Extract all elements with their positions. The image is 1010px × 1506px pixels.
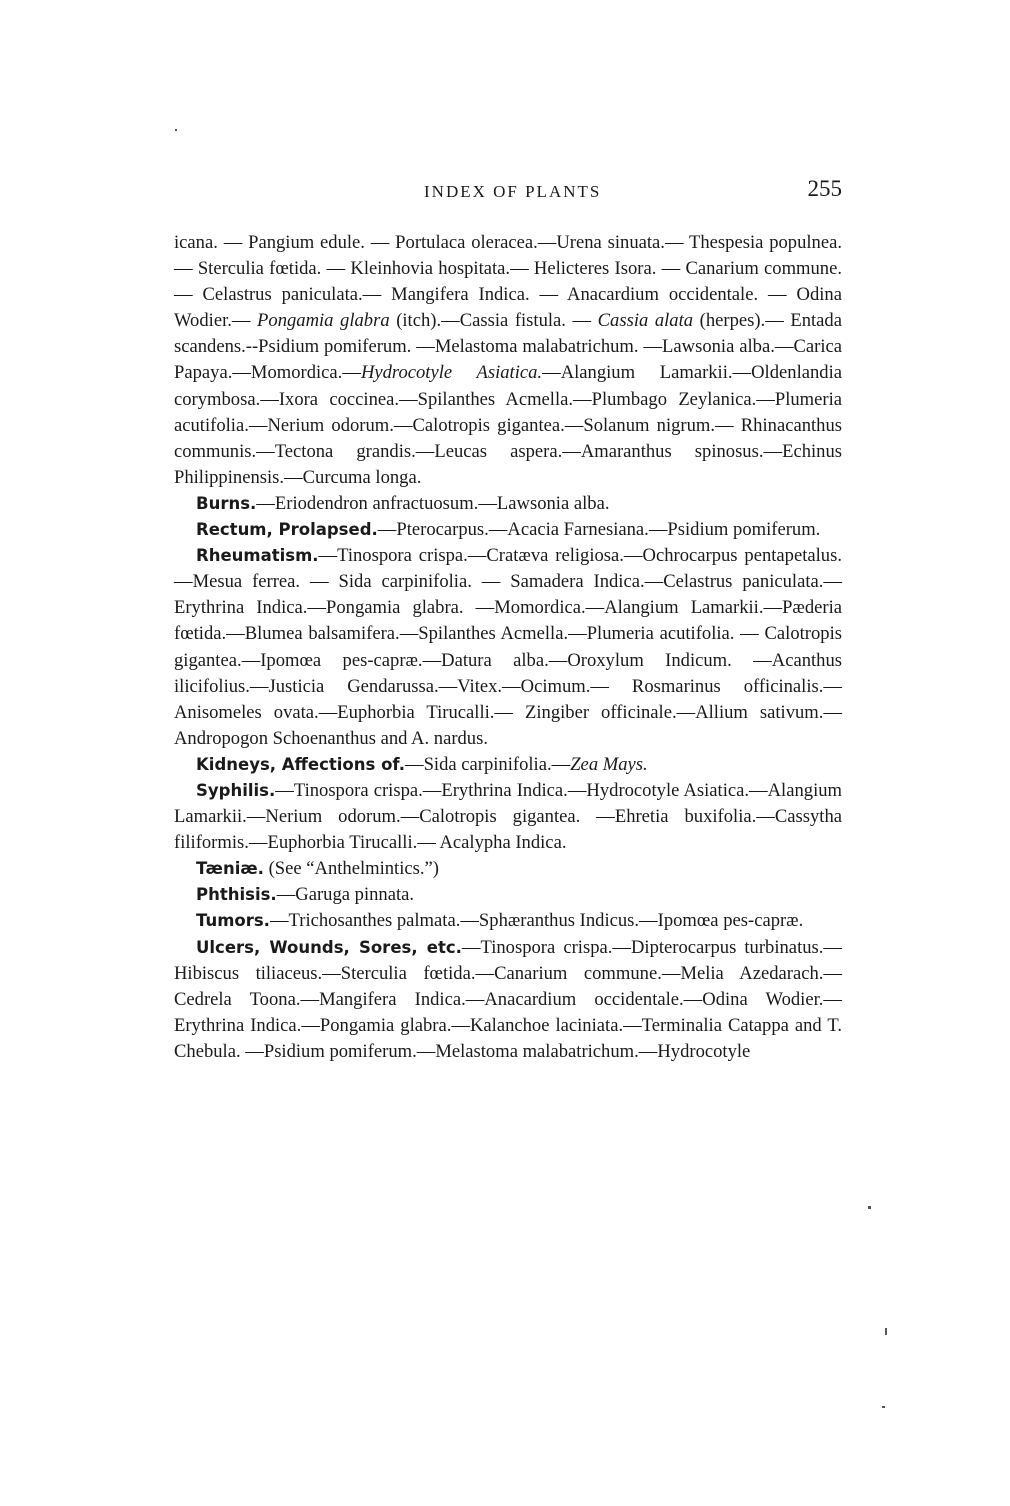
running-head: [174, 178, 842, 214]
index-entry: [174, 752, 842, 778]
scan-speck: [175, 129, 177, 131]
entry-heading: Burns.: [196, 493, 257, 513]
scan-speck: [882, 1406, 885, 1408]
index-entries: [174, 491, 842, 1065]
text-run: —Garuga pinnata.: [276, 884, 415, 906]
index-entry: [174, 935, 842, 1065]
italic-text: Cassia alata: [597, 310, 694, 332]
italic-text: Pongamia glabra: [257, 310, 390, 332]
italic-text: Zea Mays.: [570, 753, 648, 775]
text-run: icana. — Pangium edule. — Portulaca oleracea.—Urena sinuata.— Thespesia populnea. — Sterculia fœtida. — Kleinhovia hospitata.— Helicteres Isora. — Canarium commune. — Celastrus paniculata.— Mangifera Indica. — Anacardium occidentale. — Odina Wodier.—: [174, 232, 842, 332]
entry-heading: Syphilis.: [196, 780, 276, 800]
index-entry: [174, 778, 842, 856]
entry-heading: Rheumatism.: [196, 546, 319, 566]
entry-heading: Ulcers, Wounds, Sores, etc.: [196, 937, 462, 957]
index-entry: [174, 908, 842, 934]
text-run: —Pterocarpus.—Acacia Farnesiana.—Psidium pomiferum.: [377, 519, 821, 541]
running-title: INDEX OF PLANTS: [424, 182, 602, 201]
entry-heading: Rectum, Prolapsed.: [196, 520, 378, 540]
text-run: —Tinospora crispa.—Dipterocarpus turbinatus.—Hibiscus tiliaceus.—Sterculia fœtida.—Canarium commune.—Melia Azedarach.—Cedrela Toona.—Mangifera Indica.—Anacardium occidentale.—Odina Wodier.—Erythrina Indica.—Pongamia glabra.—Kalanchoe laciniata.—Terminalia Catappa and T. Chebula. —Psidium pomiferum.—Melastoma malabatrichum.—Hydrocotyle: [174, 936, 843, 1062]
index-entry: [174, 491, 842, 517]
text-run: —Tinospora crispa.—Cratæva religiosa.—Ochrocarpus pentapetalus.—Mesua ferrea. — Sida carpinifolia. — Samadera Indica.—Celastrus paniculata.—Erythrina Indica.—Pongamia glabra. —Momordica.—Alangium Lamarkii.—Pæderia fœtida.—Blumea balsamifera.—Spilanthes Acmella.—Plumeria acutifolia. — Calotropis gigantea.—Ipomœa pes-capræ.—Datura alba.—Oroxylum Indicum. —Acanthus ilicifolius.—Justicia Gendarussa.—Vitex.—Ocimum.— Rosmarinus officinalis.—Anisomeles ovata.—Euphorbia Tirucalli.— Zingiber officinale.—Allium sativum.—Andropogon Schoenanthus and A. nardus.: [174, 545, 842, 749]
entry-heading: Kidneys, Affections of.: [196, 754, 405, 774]
scan-speck: [885, 1328, 887, 1335]
text-run: —Sida carpinifolia.—: [404, 753, 571, 775]
italic-text: Hydrocotyle Asiatica.: [360, 362, 543, 384]
index-entry: [174, 543, 842, 752]
text-run: —Alangium Lamarkii.—Oldenlandia corymbosa.—Ixora coccinea.—Spilanthes Acmella.—Plumbago Zeylanica.—Plumeria acutifolia.—Nerium odorum.—Calotropis gigantea.—Solanum nigrum.— Rhinacanthus communis.—Tectona grandis.—Leucas aspera.—Amaranthus spinosus.—Echinus Philippinensis.—Curcuma longa.: [174, 362, 843, 488]
text-run: (herpes).— Entada scandens.--Psidium pomiferum. —Melastoma malabatrichum. —Lawsonia alba.—Carica Papaya.—Momordica.—: [174, 310, 842, 384]
page-number: 255: [807, 176, 842, 201]
continuation-paragraph: [174, 230, 842, 491]
entry-heading: Tumors.: [196, 911, 270, 931]
text-run: (itch).—Cassia fistula. —: [389, 310, 598, 332]
index-entry: [174, 856, 842, 882]
scan-speck: [868, 1206, 871, 1209]
text-run: —Eriodendron anfractuosum.—Lawsonia alba.: [256, 492, 610, 514]
text-run: (See “Anthelmintics.”): [263, 858, 439, 880]
index-entry: [174, 882, 842, 908]
entry-heading: Tæniæ.: [196, 859, 264, 879]
text-run: —Trichosanthes palmata.—Sphæranthus Indicus.—Ipomœa pes-capræ.: [269, 910, 804, 932]
book-page: [174, 178, 842, 1065]
index-entry: [174, 517, 842, 543]
entry-heading: Phthisis.: [196, 885, 277, 905]
index-body: [174, 230, 842, 1065]
text-run: —Tinospora crispa.—Erythrina Indica.—Hydrocotyle Asiatica.—Alangium Lamarkii.—Nerium odorum.—Calotropis gigantea. —Ehretia buxifolia.—Cassytha filiformis.—Euphorbia Tirucalli.— Acalypha Indica.: [174, 779, 842, 854]
